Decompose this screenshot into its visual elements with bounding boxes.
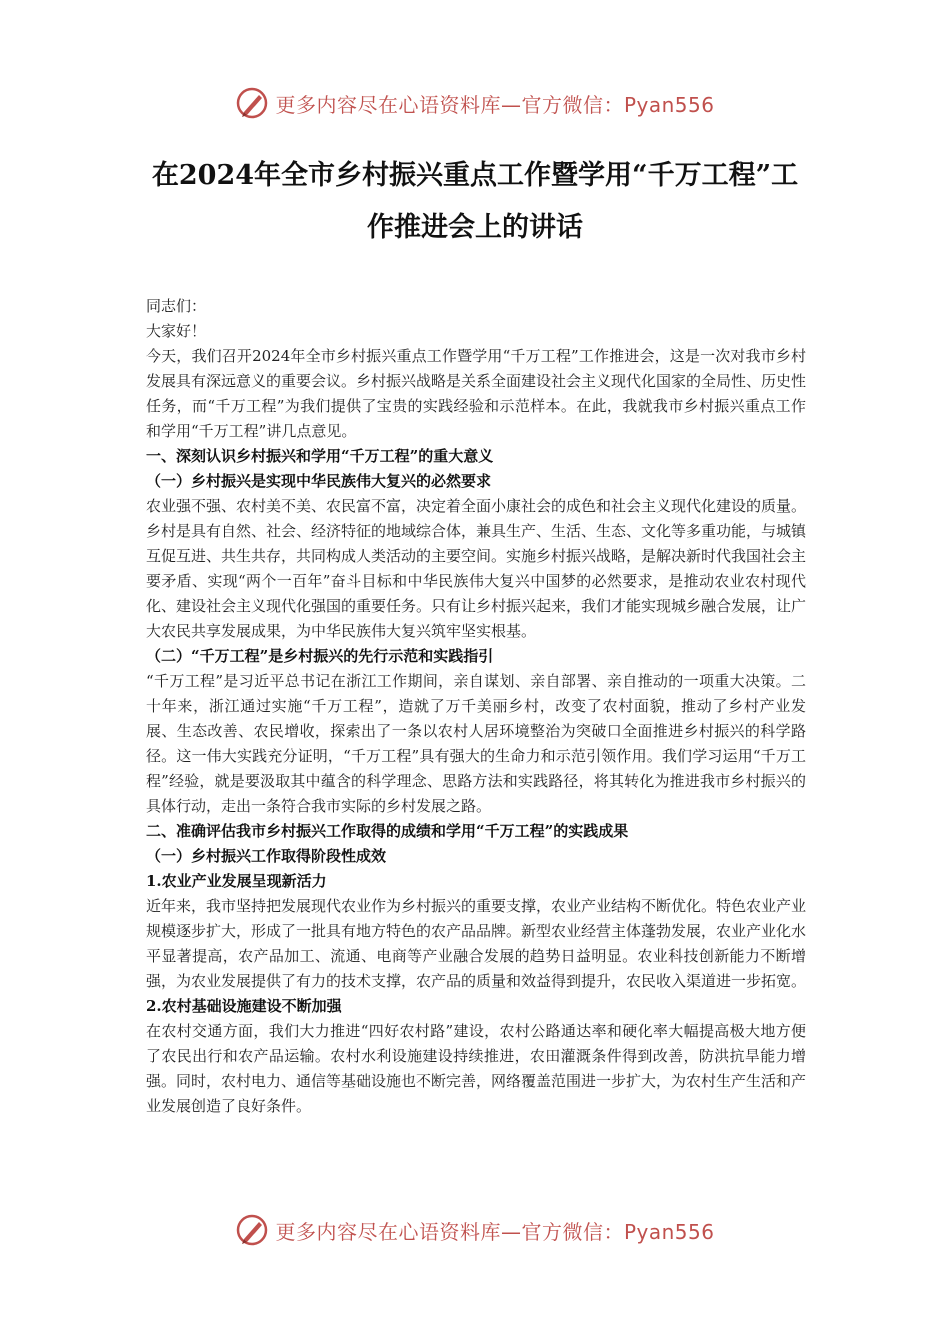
subsection-heading: （一）乡村振兴工作取得阶段性成效	[146, 847, 387, 865]
section-heading: 二、准确评估我市乡村振兴工作取得的成绩和学用“千万工程”的实践成果	[146, 822, 629, 840]
watermark-footer	[0, 1213, 950, 1247]
intro-paragraph: 今天，我们召开2024年全市乡村振兴重点工作暨学用“千万工程”工作推进会，这是一次对我市乡村发展具有深远意义的重要会议。乡村振兴战略是关系全面建设社会主义现代化国家的全局性、历史性任务，而“千万工程”为我们提供了宝贵的实践经验和示范样本。在此，我就我市乡村振兴重点工作和学用“千万工程”讲几点意见。	[146, 347, 807, 440]
watermark-text: 更多内容尽在心语资料库—官方微信：Pyan556	[275, 1219, 715, 1244]
document-title: 在2024年全市乡村振兴重点工作暨学用“千万工程”工作推进会上的讲话	[151, 160, 799, 243]
paragraph: 近年来，我市坚持把发展现代农业作为乡村振兴的重要支撑，农业产业结构不断优化。特色农业产业规模逐步扩大，形成了一批具有地方特色的农产品品牌。新型农业经营主体蓬勃发展，农业产业化水平显著提高，农产品加工、流通、电商等产业融合发展的趋势日益明显。农业科技创新能力不断增强，为农业发展提供了有力的技术支撑，农产品的质量和效益得到提升，农民收入渠道进一步拓宽。	[146, 897, 807, 990]
subsection-heading: （二）“千万工程”是乡村振兴的先行示范和实践指引	[146, 647, 494, 665]
section-heading: 一、深刻认识乡村振兴和学用“千万工程”的重大意义	[146, 447, 494, 465]
document-body	[146, 294, 806, 1119]
item-heading: 1.农业产业发展呈现新活力	[146, 872, 327, 890]
paragraph: 在农村交通方面，我们大力推进“四好农村路”建设，农村公路通达率和硬化率大幅提高极大地方便了农民出行和农产品运输。农村水利设施建设持续推进，农田灌溉条件得到改善，防洪抗旱能力增强。同时，农村电力、通信等基础设施也不断完善，网络覆盖范围进一步扩大，为农村生产生活和产业发展创造了良好条件。	[146, 1022, 807, 1115]
pen-logo-icon	[235, 1213, 269, 1247]
watermark-header	[0, 86, 950, 120]
pen-logo-icon	[235, 86, 269, 120]
watermark-text: 更多内容尽在心语资料库—官方微信：Pyan556	[275, 92, 715, 117]
paragraph: 农业强不强、农村美不美、农民富不富，决定着全面小康社会的成色和社会主义现代化建设的质量。乡村是具有自然、社会、经济特征的地域综合体，兼具生产、生活、生态、文化等多重功能，与城镇互促互进、共生共存，共同构成人类活动的主要空间。实施乡村振兴战略，是解决新时代我国社会主要矛盾、实现“两个一百年”奋斗目标和中华民族伟大复兴中国梦的必然要求，是推动农业农村现代化、建设社会主义现代化强国的重要任务。只有让乡村振兴起来，我们才能实现城乡融合发展，让广大农民共享发展成果，为中华民族伟大复兴筑牢坚实根基。	[146, 497, 807, 640]
greeting: 大家好！	[146, 322, 207, 340]
paragraph: “千万工程”是习近平总书记在浙江工作期间，亲自谋划、亲自部署、亲自推动的一项重大决策。二十年来，浙江通过实施“千万工程”，造就了万千美丽乡村，改变了农村面貌，推动了乡村产业发展、生态改善、农民增收，探索出了一条以农村人居环境整治为突破口全面推进乡村振兴的科学路径。这一伟大实践充分证明，“千万工程”具有强大的生命力和示范引领作用。我们学习运用“千万工程”经验，就是要汲取其中蕴含的科学理念、思路方法和实践路径，将其转化为推进我市乡村振兴的具体行动，走出一条符合我市实际的乡村发展之路。	[146, 672, 806, 815]
item-heading: 2.农村基础设施建设不断加强	[146, 997, 342, 1015]
greeting: 同志们：	[146, 297, 207, 315]
subsection-heading: （一）乡村振兴是实现中华民族伟大复兴的必然要求	[146, 472, 492, 490]
